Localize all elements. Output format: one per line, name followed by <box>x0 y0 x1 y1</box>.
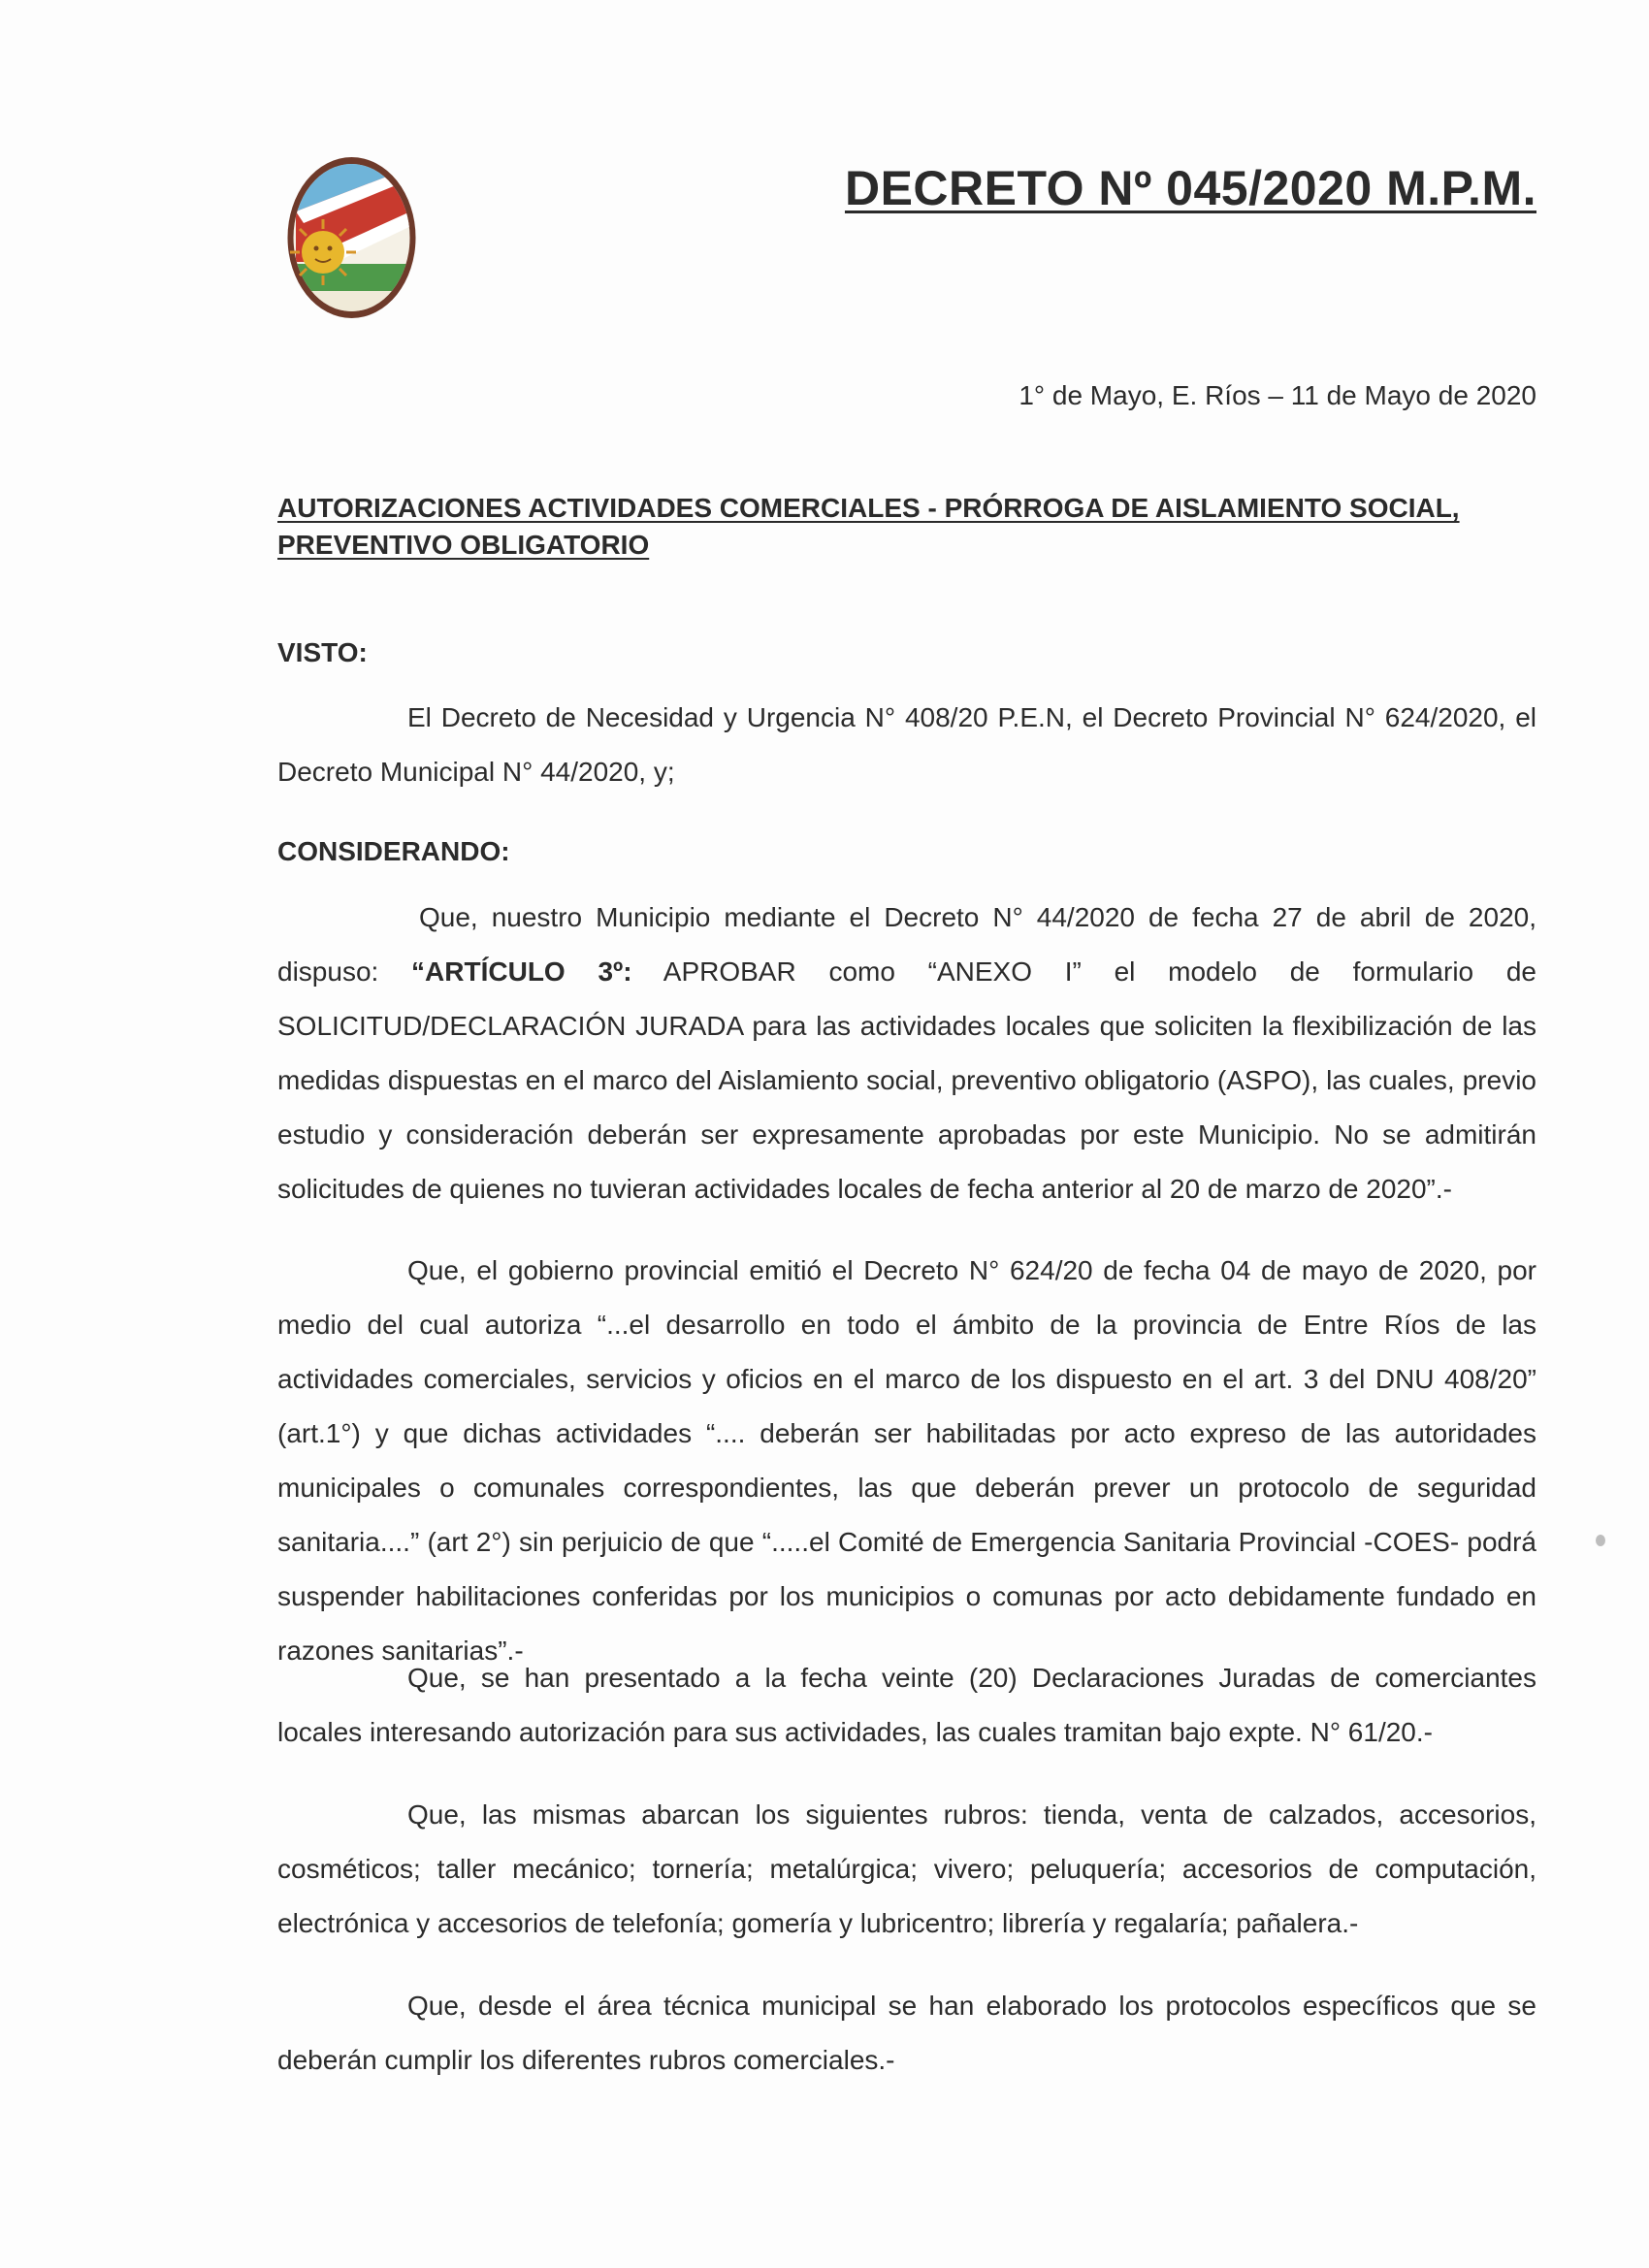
date-location-line: 1° de Mayo, E. Ríos – 11 de Mayo de 2020 <box>1018 380 1536 410</box>
considerando-heading: CONSIDERANDO: <box>277 836 510 866</box>
considerando-paragraph-1 <box>277 891 1536 1216</box>
seal-emblem <box>286 155 417 320</box>
paragraph-1-intro: Que, nuestro Municipio mediante el Decreto N° 44/2020 de fecha 27 de abril de 2020, dispuso: <box>277 902 1536 987</box>
considerando-paragraph-5: Que, desde el área técnica municipal se han elaborado los protocolos específicos que se deberán cumplir los diferentes rubros comerciales.- <box>277 1991 1536 2075</box>
scan-speck <box>1596 1535 1605 1546</box>
visto-heading: VISTO: <box>277 637 368 667</box>
article-reference: “ARTÍCULO 3º: <box>411 956 632 987</box>
visto-paragraph: El Decreto de Necesidad y Urgencia N° 408/20 P.E.N, el Decreto Provincial N° 624/2020, el Decreto Municipal N° 44/2020, y; <box>277 702 1536 787</box>
considerando-paragraph-4: Que, las mismas abarcan los siguientes rubros: tienda, venta de calzados, accesorios, cosméticos; taller mecánico; tornería; metalúrgica; vivero; peluquería; accesorios de computación, electrónica y accesorios de telefonía; gomería y lubricentro; librería y regalaría; pañalera.- <box>277 1799 1536 1938</box>
municipal-seal <box>286 155 417 320</box>
subject-heading: AUTORIZACIONES ACTIVIDADES COMERCIALES - PRÓRROGA DE AISLAMIENTO SOCIAL, PREVENTIVO OBLIGATORIO <box>277 493 1460 560</box>
paragraph-1-quote: APROBAR como “ANEXO I” el modelo de formulario de SOLICITUD/DECLARACIÓN JURADA para las actividades locales que soliciten la flexibilización de las medidas dispuestas en el marco del Aislamiento social, preventivo obligatorio (ASPO), las cuales, previo estudio y consideración deberán ser expresamente aprobadas por este Municipio. No se admitirán solicitudes de quienes no tuvieran actividades locales de fecha anterior al 20 de marzo de 2020”.- <box>277 956 1536 1204</box>
considerando-paragraph-2: Que, el gobierno provincial emitió el Decreto N° 624/20 de fecha 04 de mayo de 2020, por medio del cual autoriza “...el desarrollo en todo el ámbito de la provincia de Entre Ríos de las actividades comerciales, servicios y oficios en el marco de los dispuesto en el art. 3 del DNU 408/20” (art.1°) y que dichas actividades “.... deberán ser habilitadas por acto expreso de las autoridades municipales o comunales correspondientes, las que deberán prever un protocolo de seguridad sanitaria....” (art 2°) sin perjuicio de que “.....el Comité de Emergencia Sanitaria Provincial -COES- podrá suspender habilitaciones conferidas por los municipios o comunas por acto debidamente fundado en razones sanitarias”.- <box>277 1255 1536 1666</box>
decree-title: DECRETO Nº 045/2020 M.P.M. <box>844 161 1536 215</box>
considerando-paragraph-3: Que, se han presentado a la fecha veinte (20) Declaraciones Juradas de comerciantes locales interesando autorización para sus actividades, las cuales tramitan bajo expte. N° 61/20.- <box>277 1663 1536 1747</box>
